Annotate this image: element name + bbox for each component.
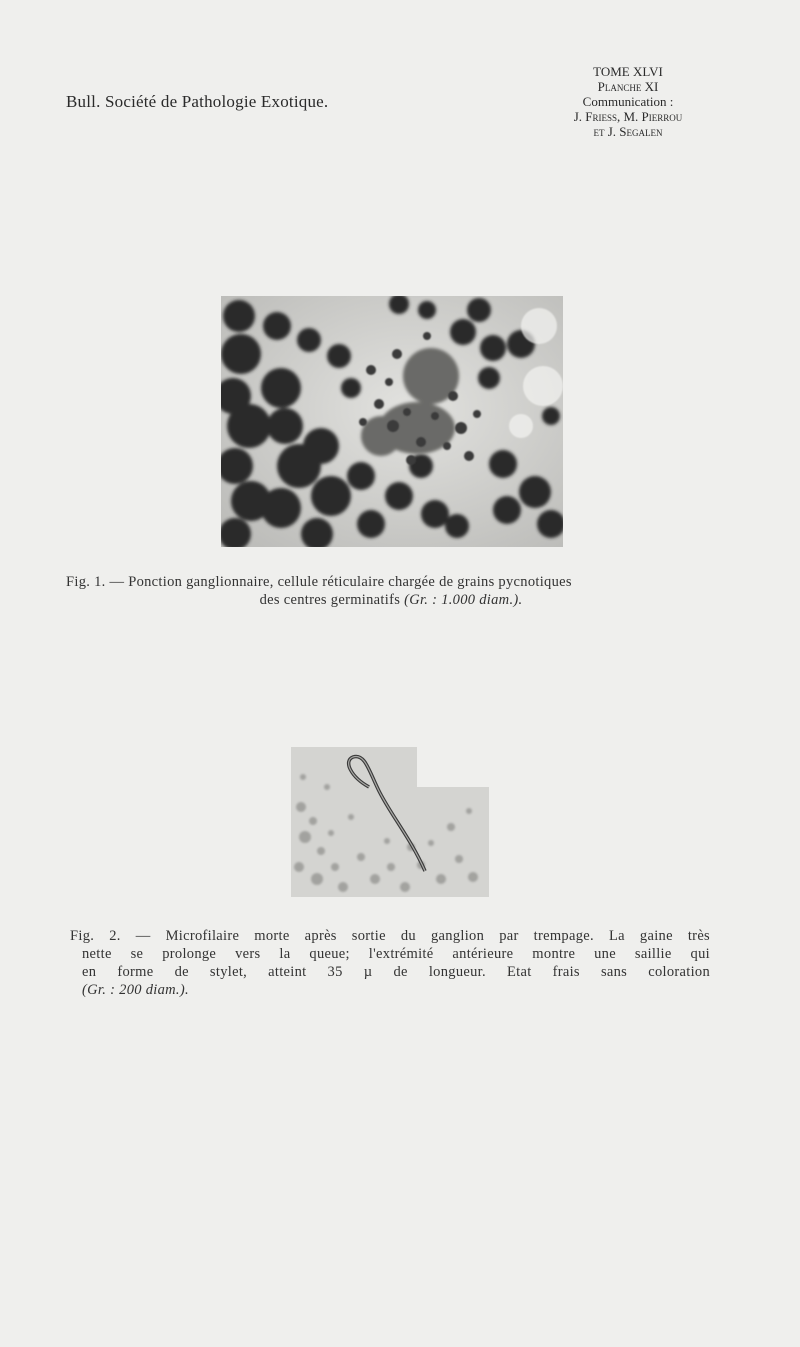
communication-label: Communication : xyxy=(582,94,674,109)
figure-1-magnification: (Gr. : 1.000 diam.). xyxy=(404,592,523,608)
figure-1-caption xyxy=(66,573,716,609)
figure-2-magnification: (Gr. : 200 diam.). xyxy=(82,982,189,998)
planche-label: Planche XI xyxy=(597,79,659,94)
figure-1-caption-line-1: Fig. 1. — Ponction ganglionnaire, cellule réticulaire chargée de grains pycnotiques xyxy=(66,574,572,590)
figure-2-caption-line-1: Fig. 2. — Microfilaire morte après sortie du ganglion par trempage. La gaine très xyxy=(70,928,710,944)
journal-title: Bull. Société de Pathologie Exotique. xyxy=(66,92,329,111)
figure-2-micrograph xyxy=(291,747,489,897)
figure-2-caption xyxy=(70,927,710,999)
plate-info xyxy=(545,64,711,139)
figure-2-caption-line-3: en forme de stylet, atteint 35 µ de longueur. Etat frais sans coloration xyxy=(82,964,710,980)
tome-label: TOME XLVI xyxy=(593,64,663,79)
figure-1-caption-text: des centres germinatifs xyxy=(259,592,405,608)
figure-1-micrograph xyxy=(221,296,563,547)
authors-line-1: J. Friess, M. Pierrou xyxy=(573,109,683,124)
figure-1-caption-line-2 xyxy=(66,591,716,609)
figure-2-caption-line-2: nette se prolonge vers la queue; l'extrémité antérieure montre une saillie qui xyxy=(82,946,710,962)
authors-line-2: et J. Segalen xyxy=(593,124,663,139)
